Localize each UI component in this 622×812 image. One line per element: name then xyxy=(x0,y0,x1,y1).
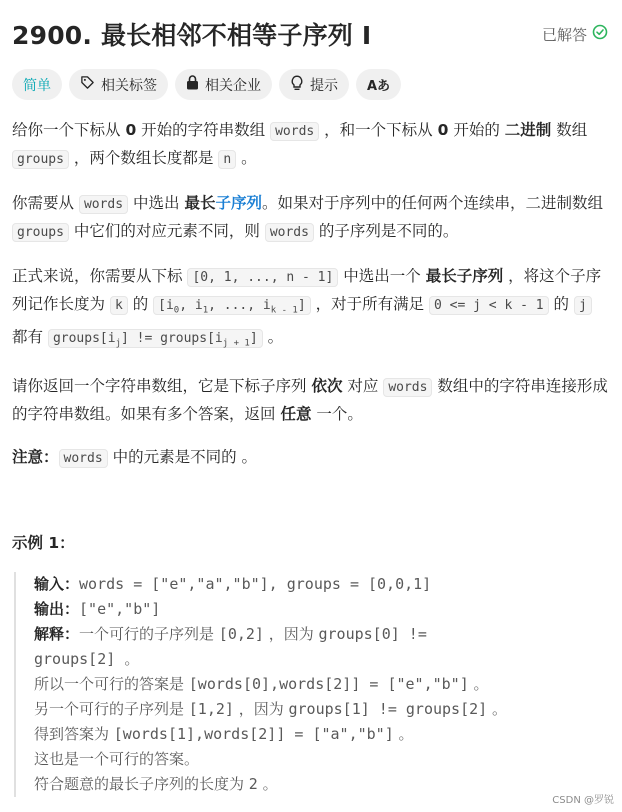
text: 中选出一个 xyxy=(338,267,426,285)
text: 。如果对于序列中的任何两个连续串，二进制数组 xyxy=(261,194,603,212)
text-bold: 二进制 xyxy=(504,121,552,139)
text: 开始的 xyxy=(448,121,505,139)
difficulty-label: 简单 xyxy=(23,77,51,94)
difficulty-badge[interactable] xyxy=(12,69,62,100)
text: 都有 xyxy=(12,327,48,346)
explain-label: 解释： xyxy=(34,625,80,643)
text: 的 xyxy=(127,295,154,313)
hints-label: 提示 xyxy=(310,77,338,94)
text: ，因为 xyxy=(233,700,289,718)
text-bold: 0 xyxy=(125,121,137,139)
text: ，两个数组长度都是 xyxy=(68,149,219,167)
inline-code: words xyxy=(383,378,432,397)
related-companies-button[interactable] xyxy=(175,69,272,100)
code: groups[2] xyxy=(34,650,125,668)
output-value: ["e","b"] xyxy=(79,600,161,618)
text: 开始的字符串数组 xyxy=(136,121,271,139)
text: 。 xyxy=(257,775,278,793)
text: 的 xyxy=(548,295,574,313)
text: [i xyxy=(158,298,174,313)
code: [0,2] xyxy=(218,625,264,643)
text: groups[i xyxy=(52,330,116,346)
text: 。 xyxy=(393,725,414,743)
hints-button[interactable] xyxy=(279,69,349,100)
example-input-line xyxy=(34,572,622,597)
problem-title: 2900. 最长相邻不相等子序列 I xyxy=(12,21,372,50)
translate-button[interactable] xyxy=(356,69,401,100)
code: groups[0] != xyxy=(318,625,427,643)
tag-bar xyxy=(12,69,401,100)
description-paragraph-4 xyxy=(12,373,608,427)
inline-code: j xyxy=(574,296,592,315)
input-label: 输入： xyxy=(34,575,80,593)
solved-status xyxy=(542,24,608,45)
text: ] != groups[i xyxy=(120,330,223,346)
text: , ..., i xyxy=(208,298,271,313)
subscript: j xyxy=(115,338,121,349)
example-line xyxy=(34,672,622,697)
text: 数组中的字符串连接形成的字符串数组。如果有多个答案，返回 xyxy=(12,377,608,424)
inline-code: words xyxy=(265,223,314,242)
inline-code: k xyxy=(110,296,128,315)
text-bold: 最长 xyxy=(184,194,216,212)
example-line xyxy=(34,697,622,722)
related-tags-label: 相关标签 xyxy=(101,77,157,94)
subscript: k - 1 xyxy=(270,305,298,316)
text: 请你返回一个字符串数组，它是下标子序列 xyxy=(12,377,312,396)
text: 另一个可行的子序列是 xyxy=(34,700,189,718)
subscript: j + 1 xyxy=(222,338,250,349)
check-circle-icon xyxy=(592,24,608,44)
text: 得到答案为 xyxy=(34,725,114,743)
text: 。 xyxy=(468,675,489,693)
text: ，和一个下标从 xyxy=(319,121,438,139)
inline-code: 0 <= j < k - 1 xyxy=(429,296,549,315)
text-bold: 任意 xyxy=(280,405,312,424)
example-line: 这也是一个可行的答案。 xyxy=(34,750,200,768)
example-explain-line xyxy=(34,622,622,647)
text: 。 xyxy=(487,700,507,718)
solved-label: 已解答 xyxy=(541,25,587,44)
text-bold: 0 xyxy=(437,121,449,139)
translate-icon: Aあ xyxy=(367,79,391,94)
text: 数组 xyxy=(551,121,588,139)
code: [words[0],words[2]] = ["e","b"] xyxy=(188,675,469,693)
inline-code: groups xyxy=(12,223,69,242)
code: 2 xyxy=(248,775,258,793)
text: 。 xyxy=(124,650,140,668)
text: 给你一个下标从 xyxy=(12,121,126,139)
inline-code: words xyxy=(79,195,128,214)
inline-code: n xyxy=(218,150,236,169)
text: 正式来说，你需要从下标 xyxy=(12,267,188,285)
subscript: 0 xyxy=(173,305,180,316)
text: 中选出 xyxy=(128,194,185,212)
text: 的子序列是不同的。 xyxy=(313,222,459,240)
tag-icon xyxy=(80,75,95,94)
description-paragraph-3 xyxy=(12,263,608,356)
code: [words[1],words[2]] = ["a","b"] xyxy=(113,725,394,743)
inline-code: words xyxy=(59,449,108,468)
text-bold: 最长子序列 xyxy=(425,267,504,285)
inline-code-condition xyxy=(48,329,263,348)
related-companies-label: 相关企业 xyxy=(205,77,261,94)
text-bold: 依次 xyxy=(311,377,343,396)
text: ] xyxy=(297,298,306,313)
inline-code: groups xyxy=(12,150,69,169)
related-tags-button[interactable] xyxy=(69,69,168,100)
text: 中的元素是不同的 。 xyxy=(107,448,258,467)
text: 一个可行的子序列是 xyxy=(79,625,219,643)
text: ，对于所有满足 xyxy=(310,295,430,313)
text: 对应 xyxy=(342,377,384,396)
example-1-title: 示例 1： xyxy=(12,534,75,552)
code: groups[1] != groups[2] xyxy=(288,700,488,718)
text: ，将这个子序列记作长度为 xyxy=(12,267,602,313)
example-line xyxy=(34,647,622,672)
text: 你需要从 xyxy=(12,194,79,212)
watermark: CSDN @罗锐 xyxy=(552,795,614,806)
problem-description xyxy=(12,117,608,489)
input-value: words = ["e","a","b"], groups = [0,0,1] xyxy=(79,575,432,593)
output-label: 输出： xyxy=(34,600,80,618)
inline-code: [0, 1, ..., n - 1] xyxy=(187,268,338,287)
description-paragraph-1 xyxy=(12,117,608,173)
text: 。 xyxy=(262,327,284,346)
text: 。 xyxy=(236,149,257,167)
note-label: 注意： xyxy=(12,448,59,467)
text: ] xyxy=(249,330,258,346)
lock-icon xyxy=(186,75,199,94)
inline-code-indices xyxy=(153,296,311,315)
text: 符合题意的最长子序列的长度为 xyxy=(34,775,249,793)
subscript: 1 xyxy=(202,305,209,316)
title-row xyxy=(12,14,608,54)
description-paragraph-2 xyxy=(12,190,608,246)
text: , i xyxy=(179,298,203,313)
example-line xyxy=(34,772,622,797)
note-paragraph xyxy=(12,444,608,472)
inline-code: words xyxy=(270,122,319,141)
text: 一个。 xyxy=(311,405,363,424)
text: 中它们的对应元素不同，则 xyxy=(68,222,265,240)
lightbulb-icon xyxy=(290,75,304,95)
example-output-line xyxy=(34,597,622,622)
text: 所以一个可行的答案是 xyxy=(34,675,189,693)
example-line xyxy=(34,722,622,747)
subsequence-link[interactable]: 子序列 xyxy=(215,194,262,212)
text: ，因为 xyxy=(263,625,319,643)
code: [1,2] xyxy=(188,700,234,718)
example-1-block xyxy=(14,572,622,797)
